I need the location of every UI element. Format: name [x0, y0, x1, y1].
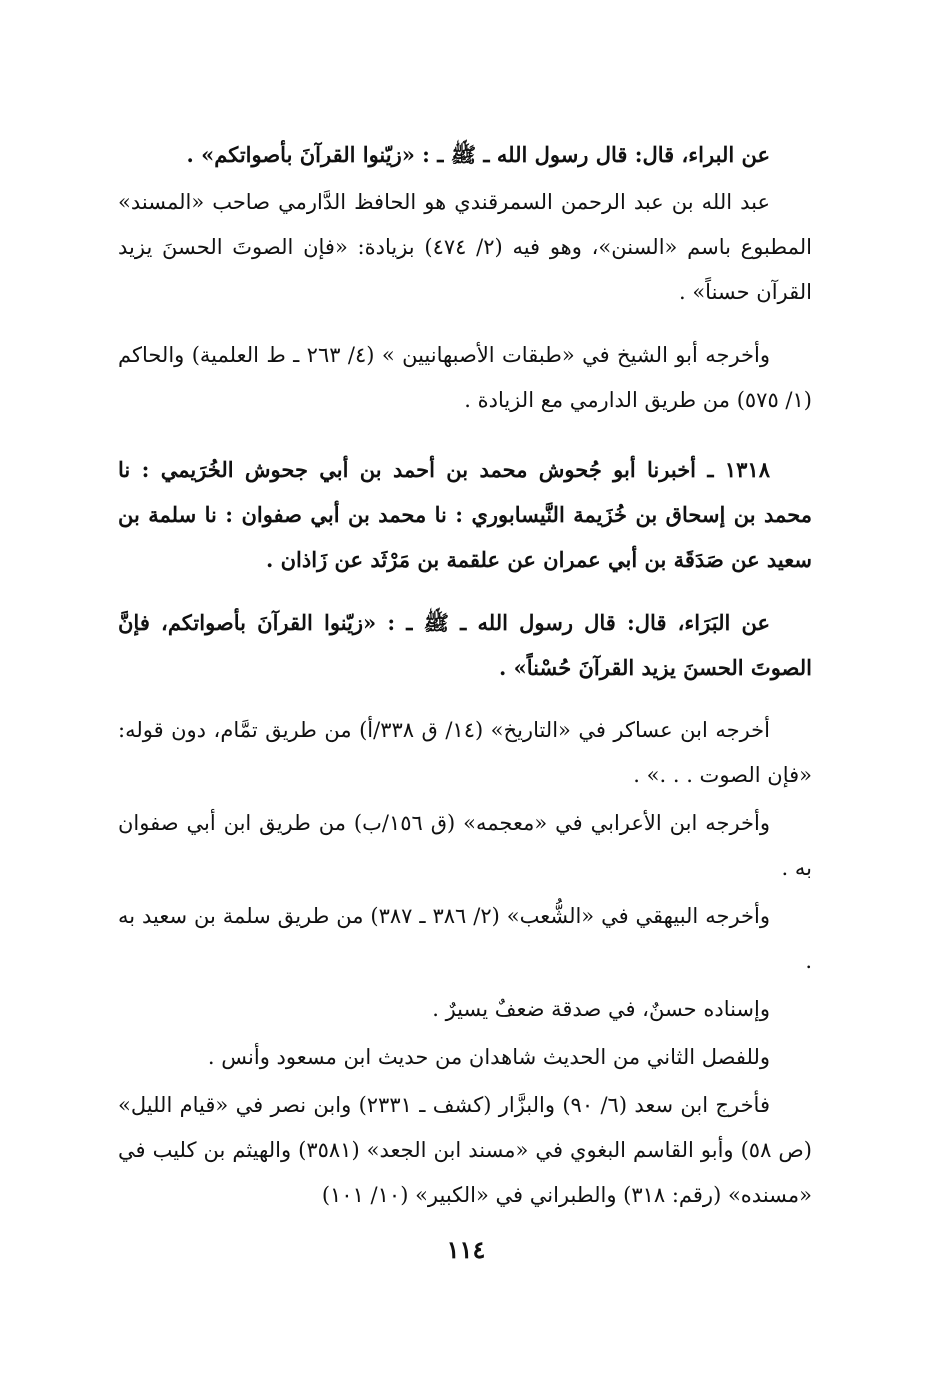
page-number: ١١٤ [446, 1235, 486, 1264]
page-body [118, 132, 812, 1218]
commentary-paragraph-7: وللفصل الثاني من الحديث شاهدان من حديث ابن مسعود وأنس . [207, 1045, 770, 1069]
commentary-paragraph-3: أخرجه ابن عساكر في «التاريخ» (١٤/ ق ٣٣٨/أ) من طريق تمَّام، دون قوله: «فإن الصوت . . .» . [118, 718, 812, 787]
commentary-paragraph-1: عبد الله بن عبد الرحمن السمرقندي هو الحافظ الدَّارمي صاحب «المسند» المطبوع باسم «السنن»، وهو فيه (٢/ ٤٧٤) بزيادة: «فإن الصوتَ الحسنَ يزيد القرآن حسناً» . [118, 190, 812, 304]
commentary-paragraph-2: وأخرجه أبو الشيخ في «طبقات الأصبهانيين » (٤/ ٢٦٣ ـ ط العلمية) والحاكم (١/ ٥٧٥) من طريق الدارمي مع الزيادة . [118, 343, 812, 412]
hadith-text-2: عن البَرَاء، قال: قال رسول الله ـ ﷺ ـ : «زيّنوا القرآنَ بأصواتكم، فإنَّ الصوتَ الحسنَ يزيد القرآنَ حُسْناً» . [118, 610, 812, 680]
hadith-text-1: عن البراء، قال: قال رسول الله ـ ﷺ ـ : «زيّنوا القرآنَ بأصواتكم» . [186, 142, 770, 167]
commentary-paragraph-6: وإسناده حسنٌ، في صدقة ضعفٌ يسيرٌ . [432, 997, 770, 1021]
commentary-paragraph-4: وأخرجه ابن الأعرابي في «معجمه» (ق ١٥٦/ب) من طريق ابن أبي صفوان به . [118, 811, 812, 880]
commentary-paragraph-8: فأخرج ابن سعد (٦/ ٩٠) والبزَّار (كشف ـ ٢٣٣١) وابن نصر في «قيام الليل» (ص ٥٨) وأبو القاسم البغوي في «مسند ابن الجعد» (٣٥٨١) والهيثم بن كليب في «مسنده» (رقم: ٣١٨) والطبراني في «الكبير» (١٠/ ١٠١) [118, 1093, 812, 1207]
commentary-paragraph-5: وأخرجه البيهقي في «الشُّعب» (٢/ ٣٨٦ ـ ٣٨٧) من طريق سلمة بن سعيد به . [118, 904, 812, 973]
hadith-chain-1318: ١٣١٨ ـ أخبرنا أبو جُحوش محمد بن أحمد بن أبي جحوش الخُرَيمي : نا محمد بن إسحاق بن خُزَيمة النَّيسابوري : نا محمد بن أبي صفوان : نا سلمة بن سعيد عن صَدَقَة بن أبي عمران عن علقمة بن مَرْثَد عن زَاذان . [118, 457, 812, 572]
